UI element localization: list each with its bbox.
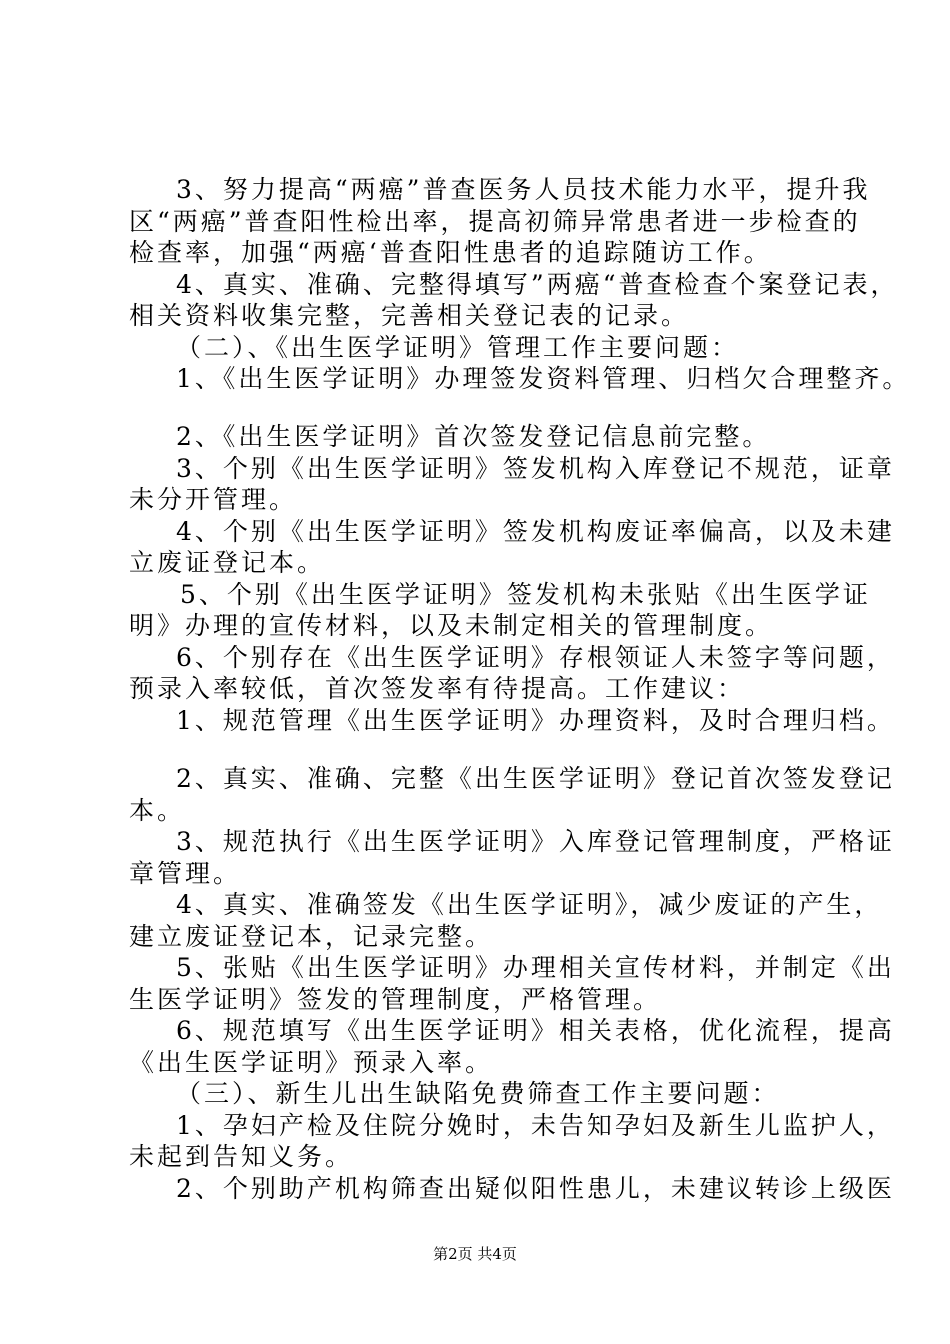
text-line: 6、规范填写《出生医学证明》相关表格，优化流程，提高 [176, 1016, 895, 1045]
text-line: 4、真实、准确、完整得填写”两癌“普查检查个案登记表， [176, 270, 899, 299]
text-line: 1、孕妇产检及住院分娩时，未告知孕妇及新生儿监护人， [176, 1111, 895, 1140]
text-line: 立废证登记本。 [129, 548, 326, 577]
text-line: 章管理。 [129, 859, 242, 888]
section-heading: （二）、《出生医学证明》管理工作主要问题： [176, 333, 740, 362]
text-line: 1、《出生医学证明》办理签发资料管理、归档欠合理整齐。 [176, 364, 911, 393]
text-line: 3、个别《出生医学证明》签发机构入库登记不规范，证章 [176, 454, 895, 483]
text-line: 2、个别助产机构筛查出疑似阳性患儿，未建议转诊上级医 [176, 1174, 895, 1203]
section-heading: （三）、新生儿出生缺陷免费筛查工作主要问题： [176, 1079, 780, 1108]
text-line: 检查率，加强“两癌‘普查阳性患者的追踪随访工作。 [129, 238, 772, 267]
text-line: 本。 [129, 796, 186, 825]
text-line: 未分开管理。 [129, 485, 298, 514]
text-line: 《出生医学证明》预录入率。 [129, 1048, 494, 1077]
text-line: 6、个别存在《出生医学证明》存根领证人未签字等问题， [176, 643, 895, 672]
text-line: 1、规范管理《出生医学证明》办理资料，及时合理归档。 [176, 706, 895, 735]
text-line: 3、规范执行《出生医学证明》入库登记管理制度，严格证 [176, 827, 895, 856]
text-line: 5、张贴《出生医学证明》办理相关宣传材料，并制定《出 [176, 953, 895, 982]
text-line: 未起到告知义务。 [129, 1142, 354, 1171]
text-line: 2、《出生医学证明》首次签发登记信息前完整。 [176, 422, 771, 451]
text-line: 3、努力提高“两癌”普查医务人员技术能力水平，提升我 [176, 175, 871, 204]
text-line: 相关资料收集完整，完善相关登记表的记录。 [129, 301, 690, 330]
text-line: 4、真实、准确签发《出生医学证明》，减少废证的产生， [176, 890, 883, 919]
page-footer: 第2页 共4页 [433, 1245, 517, 1263]
text-line: 建立废证登记本，记录完整。 [129, 922, 494, 951]
text-line: 2、真实、准确、完整《出生医学证明》登记首次签发登记 [176, 764, 895, 793]
text-line: 明》办理的宣传材料，以及未制定相关的管理制度。 [129, 611, 774, 640]
text-line: 5、个别《出生医学证明》签发机构未张贴《出生医学证 [180, 580, 871, 609]
text-line: 4、个别《出生医学证明》签发机构废证率偏高，以及未建 [176, 517, 895, 546]
text-line: 生医学证明》签发的管理制度，严格管理。 [129, 985, 662, 1014]
text-line: 预录入率较低，首次签发率有待提高。工作建议： [129, 674, 746, 703]
text-line: 区“两癌”普查阳性检出率，提高初筛异常患者进一步检查的 [129, 207, 861, 236]
